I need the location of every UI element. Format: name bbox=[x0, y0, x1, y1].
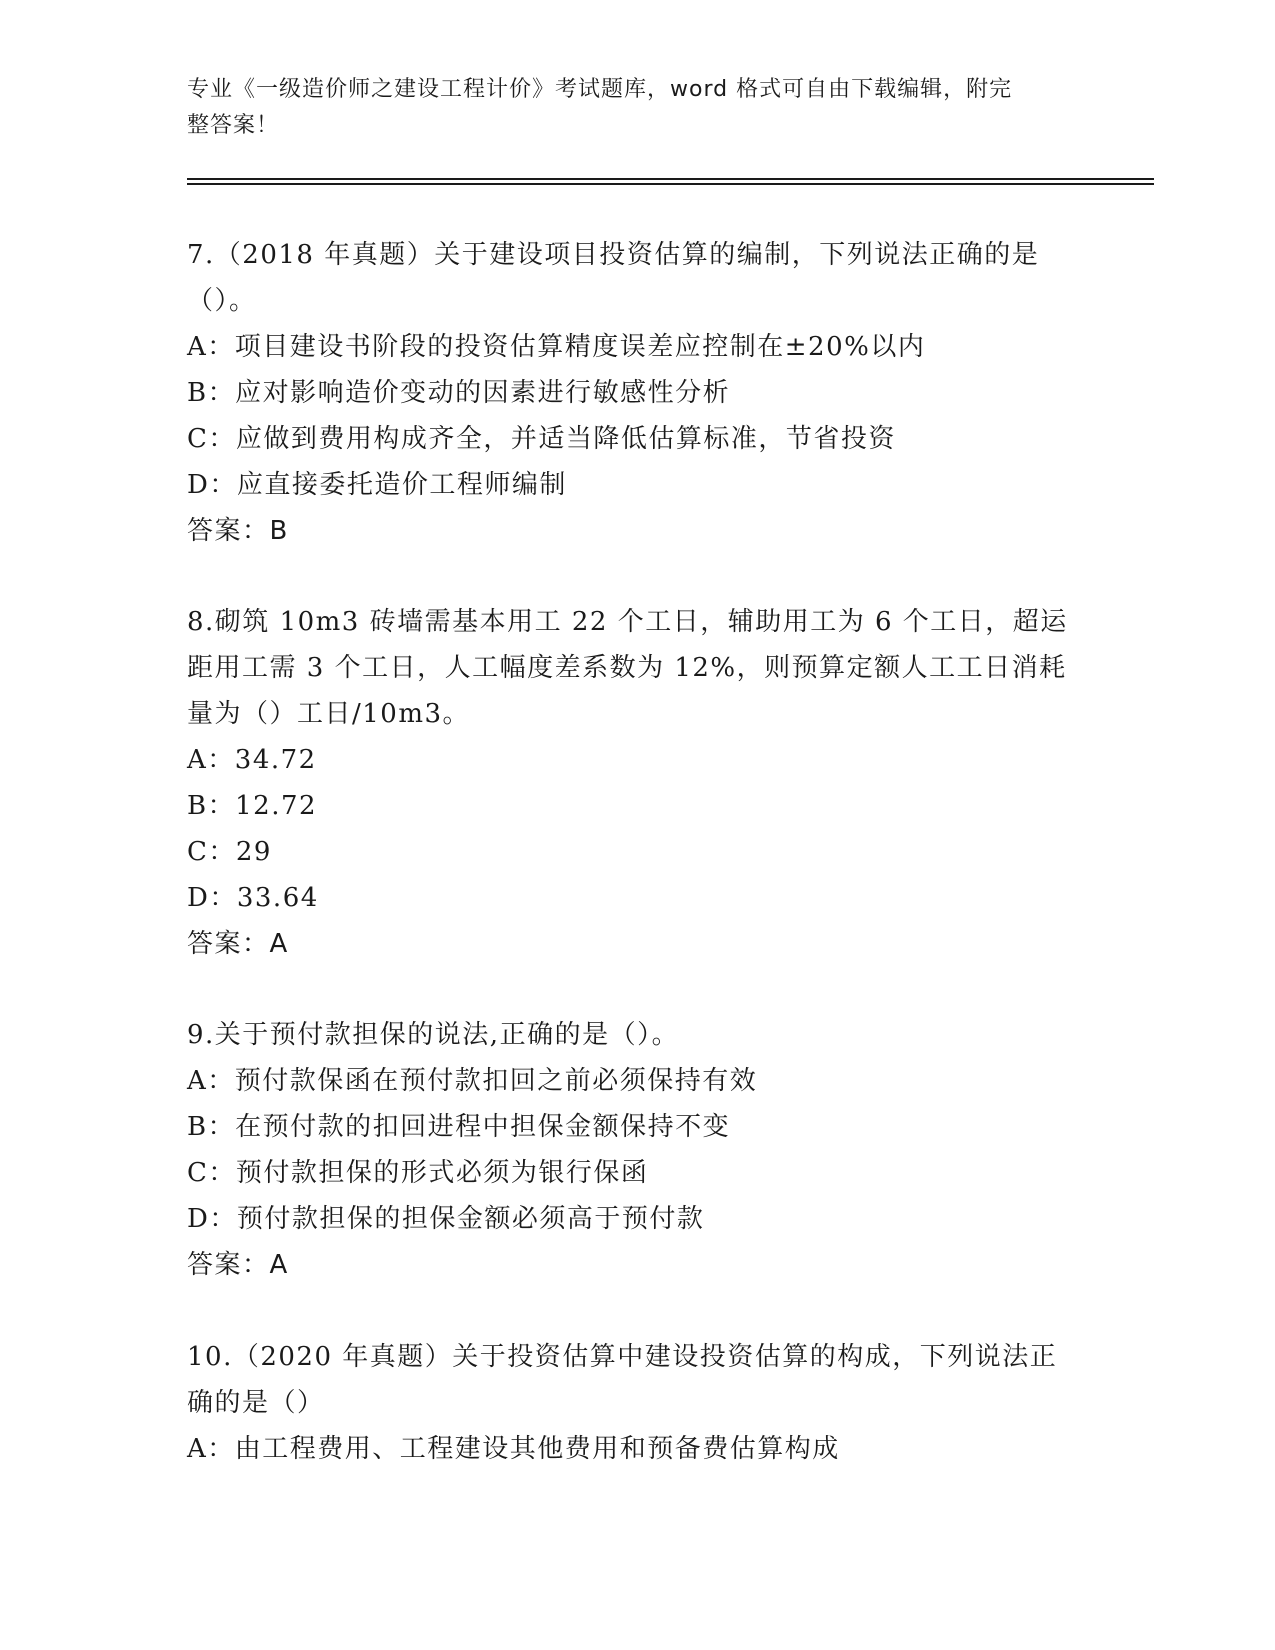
question-stem: 量为（）工日/10m3。 bbox=[187, 699, 471, 729]
answer: 答案：A bbox=[187, 1250, 289, 1280]
question-stem: 10.（2020 年真题）关于投资估算中建设投资估算的构成，下列说法正 bbox=[187, 1342, 1058, 1372]
option-b: B：应对影响造价变动的因素进行敏感性分析 bbox=[187, 378, 731, 408]
option-a: A：由工程费用、工程建设其他费用和预备费估算构成 bbox=[187, 1434, 840, 1464]
option-c: C：应做到费用构成齐全，并适当降低估算标准，节省投资 bbox=[187, 424, 896, 454]
option-a: A：34.72 bbox=[187, 745, 317, 775]
option-a: A：预付款保函在预付款扣回之前必须保持有效 bbox=[187, 1066, 758, 1096]
question-9 bbox=[187, 1012, 1087, 1288]
question-stem: 8.砌筑 10m3 砖墙需基本用工 22 个工日，辅助用工为 6 个工日，超运 bbox=[187, 607, 1068, 637]
question-stem: 距用工需 3 个工日，人工幅度差系数为 12%，则预算定额人工工日消耗 bbox=[187, 653, 1067, 683]
option-b: B：在预付款的扣回进程中担保金额保持不变 bbox=[187, 1112, 731, 1142]
option-c: C：29 bbox=[187, 837, 272, 867]
option-c: C：预付款担保的形式必须为银行保函 bbox=[187, 1158, 649, 1188]
question-stem: 确的是（） bbox=[187, 1388, 325, 1418]
question-stem: 9.关于预付款担保的说法,正确的是（）。 bbox=[187, 1020, 680, 1050]
option-d: D：应直接委托造价工程师编制 bbox=[187, 470, 567, 500]
header-divider bbox=[187, 178, 1154, 180]
header-divider bbox=[187, 183, 1154, 185]
option-d: D：预付款担保的担保金额必须高于预付款 bbox=[187, 1204, 705, 1234]
header-line: 专业《一级造价师之建设工程计价》考试题库，word 格式可自由下载编辑，附完 bbox=[187, 77, 1013, 102]
header-line: 整答案！ bbox=[187, 113, 280, 138]
question-7 bbox=[187, 232, 1087, 554]
answer: 答案：A bbox=[187, 929, 289, 959]
option-a: A：项目建设书阶段的投资估算精度误差应控制在±20%以内 bbox=[187, 332, 926, 362]
question-stem: （）。 bbox=[187, 286, 257, 316]
answer: 答案：B bbox=[187, 516, 289, 546]
question-10 bbox=[187, 1334, 1087, 1472]
document-header bbox=[187, 72, 1067, 144]
question-stem: 7.（2018 年真题）关于建设项目投资估算的编制，下列说法正确的是 bbox=[187, 240, 1040, 270]
question-8 bbox=[187, 599, 1087, 967]
option-d: D：33.64 bbox=[187, 883, 319, 913]
option-b: B：12.72 bbox=[187, 791, 318, 821]
